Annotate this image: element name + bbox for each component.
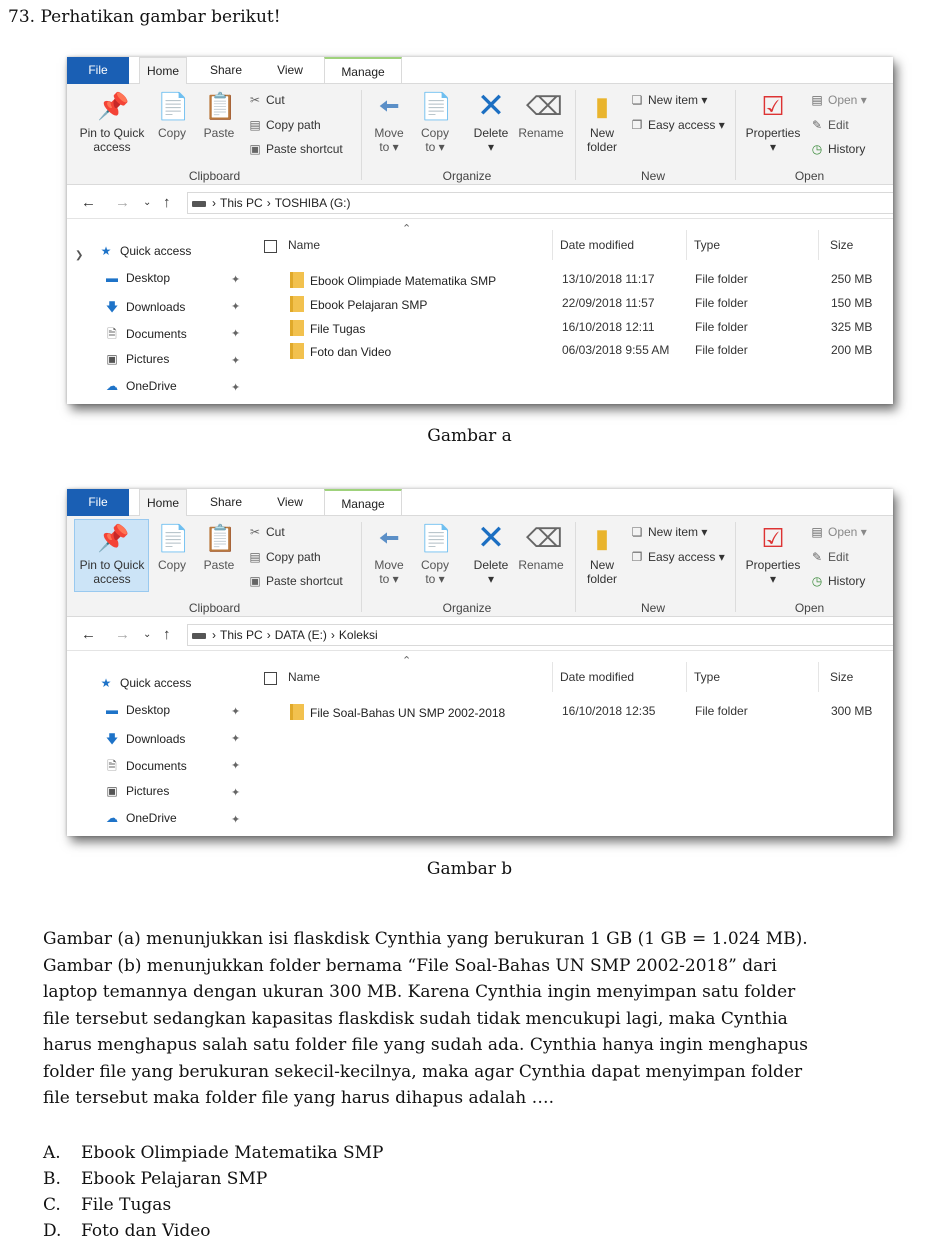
ribbon-tabs (67, 57, 893, 84)
properties-label: Properties (745, 558, 801, 572)
explorer-window-a (67, 57, 893, 404)
history-button[interactable] (809, 574, 865, 588)
drive-icon (192, 201, 206, 207)
table-row[interactable] (250, 293, 893, 315)
cut-label: Cut (266, 525, 285, 539)
select-all-checkbox[interactable] (264, 672, 277, 685)
navigation-pane (67, 652, 250, 836)
properties-label: Properties (745, 126, 801, 140)
history-icon: ◷ (811, 142, 823, 156)
copy-path-button[interactable] (247, 550, 321, 564)
breadcrumb-item[interactable]: TOSHIBA (G:) (274, 196, 351, 210)
move-label-2: to (379, 140, 390, 154)
pin-to-quick-access-button[interactable] (75, 90, 149, 154)
new-folder-label-2: folder (586, 572, 618, 586)
ribbon-separator (575, 522, 576, 612)
tab-manage[interactable]: Manage (324, 489, 402, 517)
ribbon-separator (361, 522, 362, 612)
breadcrumb: › This PC › TOSHIBA (G:) (212, 196, 351, 210)
file-list (250, 220, 893, 404)
copy-icon: 📄 (157, 91, 190, 121)
file-type: File folder (695, 320, 748, 334)
pin-icon: ✦ (231, 706, 241, 718)
rename-icon: ⌫ (526, 523, 563, 553)
folder-icon (290, 343, 304, 359)
pin-icon: ✦ (231, 355, 241, 367)
file-name (290, 296, 427, 312)
copy-label: Copy (157, 126, 186, 140)
paste-shortcut-label: Paste shortcut (266, 142, 343, 156)
caption-a: Gambar a (427, 426, 512, 446)
nav-quick-access-label: Quick access (120, 676, 192, 690)
chevron-down-icon[interactable]: ❯ (75, 250, 84, 261)
pin-icon: ✦ (231, 733, 241, 745)
nav-quick-access-label: Quick access (120, 244, 192, 258)
column-header-name[interactable]: Name (288, 238, 321, 252)
table-row[interactable] (250, 269, 893, 291)
option-letter: C. (43, 1195, 61, 1215)
file-size: 150 MB (831, 296, 873, 310)
pin-icon: ✦ (231, 760, 241, 772)
ribbon-separator (361, 90, 362, 180)
sort-up-icon: ⌃ (402, 223, 412, 235)
file-date: 16/10/2018 12:11 (562, 320, 655, 334)
ribbon-separator (735, 90, 736, 180)
download-arrow-icon: 🡇 (105, 732, 119, 746)
file-type: File folder (695, 343, 748, 357)
delete-x-icon: ✕ (476, 87, 506, 125)
move-label: Move (374, 558, 404, 572)
open-label: Open (828, 525, 858, 539)
group-label-clipboard: Clipboard (188, 601, 241, 615)
forward-arrow-icon[interactable]: → (115, 194, 130, 211)
file-date: 13/10/2018 11:17 (562, 272, 655, 286)
file-size: 325 MB (831, 320, 873, 334)
copy-to-label: Copy (420, 558, 449, 572)
column-separator[interactable] (818, 230, 819, 260)
pin-icon: 📌 (97, 523, 130, 553)
file-type: File folder (695, 296, 748, 310)
move-to-icon: 🠨 (378, 523, 400, 553)
paste-shortcut-label: Paste shortcut (266, 574, 343, 588)
delete-button[interactable]: ✕ Delete ▾ (473, 519, 509, 586)
paste-shortcut-icon: ▣ (249, 574, 261, 588)
folder-icon: ▮ (594, 91, 610, 121)
file-name (290, 272, 496, 288)
easy-access-icon: ❐ (631, 550, 643, 564)
new-item-button[interactable]: ❏ New item ▾ (629, 93, 707, 107)
pin-label-1: Pin to Quick (79, 558, 145, 572)
clipboard-icon: 📋 (204, 91, 237, 121)
recent-chevron-icon[interactable]: ⌄ (143, 197, 152, 208)
question-title (8, 7, 281, 27)
tab-view[interactable]: View (277, 63, 303, 77)
nav-onedrive-label: OneDrive (126, 811, 177, 825)
copy-to-label: Copy (420, 126, 449, 140)
column-separator[interactable] (686, 230, 687, 260)
file-name-text: Foto dan Video (310, 345, 392, 359)
nav-desktop[interactable] (103, 271, 170, 285)
tab-file[interactable]: File (67, 57, 129, 84)
easy-access-label: Easy access (648, 118, 716, 132)
paragraph-line: laptop temannya dengan ukuran 300 MB. Karena Cynthia ingin menyimpan satu folder (43, 982, 796, 1002)
copy-to-icon: 📄 (420, 523, 453, 553)
group-label-new: New (640, 169, 665, 183)
tab-manage[interactable]: Manage (324, 57, 402, 85)
option-letter: B. (43, 1169, 61, 1189)
rename-button[interactable] (517, 522, 565, 572)
nav-quick-access[interactable] (97, 676, 191, 690)
select-all-checkbox[interactable] (264, 240, 277, 253)
move-to-button[interactable]: 🠨 Move to ▾ (374, 91, 404, 154)
column-separator[interactable] (552, 662, 553, 692)
properties-button[interactable]: ☑ Properties ▾ (745, 523, 801, 586)
option-text: Foto dan Video (81, 1221, 211, 1241)
column-header-type[interactable]: Type (694, 670, 721, 684)
nav-downloads-label: Downloads (126, 300, 186, 314)
ribbon (67, 516, 893, 617)
folder-icon (290, 320, 304, 336)
paste-shortcut-button[interactable] (247, 574, 343, 588)
up-arrow-icon[interactable]: ↑ (163, 626, 171, 643)
ribbon-separator (735, 522, 736, 612)
option-letter: D. (43, 1221, 62, 1241)
pin-icon: ✦ (231, 301, 241, 313)
new-item-button[interactable]: ❏ New item ▾ (629, 525, 707, 539)
delete-label: Delete (473, 558, 509, 572)
nav-pictures-label: Pictures (126, 784, 170, 798)
copy-to-label-2: to (425, 140, 436, 154)
download-arrow-icon: 🡇 (105, 300, 119, 314)
paste-button[interactable] (199, 522, 239, 572)
paragraph-line: folder file yang berukuran sekecil-kecilnya, maka agar Cynthia dapat menyimpan folder (43, 1061, 803, 1082)
move-to-icon: 🠨 (378, 91, 400, 121)
navigation-pane (67, 220, 250, 404)
pin-label-2: access (93, 572, 131, 586)
column-separator[interactable] (686, 662, 687, 692)
group-label-open: Open (794, 601, 825, 615)
address-bar[interactable] (187, 624, 893, 646)
nav-desktop-label: Desktop (126, 271, 171, 285)
tab-file[interactable]: File (67, 489, 129, 516)
rename-label: Rename (518, 126, 564, 140)
answer-options (43, 1140, 384, 1244)
folder-icon (290, 296, 304, 312)
file-name-text: Ebook Olimpiade Matematika SMP (310, 274, 497, 288)
group-label-organize: Organize (442, 601, 492, 615)
nav-onedrive-label: OneDrive (126, 379, 177, 393)
paste-label: Paste (203, 558, 235, 572)
easy-access-button[interactable]: ❐ Easy access ▾ (629, 118, 725, 132)
copy-button[interactable] (153, 90, 191, 140)
option-a[interactable] (43, 1140, 384, 1166)
option-b[interactable] (43, 1166, 384, 1192)
copy-button[interactable] (153, 522, 191, 572)
recent-chevron-icon[interactable]: ⌄ (143, 629, 152, 640)
properties-check-icon: ☑ (761, 91, 785, 121)
document-icon: 🗎 (107, 759, 117, 773)
nav-onedrive[interactable] (103, 811, 177, 825)
file-name-text: File Soal-Bahas UN SMP 2002-2018 (310, 706, 506, 720)
option-text: Ebook Pelajaran SMP (81, 1169, 268, 1189)
copy-path-icon: ▤ (249, 550, 261, 564)
column-header-size[interactable]: Size (830, 238, 854, 252)
address-row (67, 618, 893, 651)
new-folder-label-2: folder (586, 140, 618, 154)
file-size: 250 MB (831, 272, 873, 286)
column-header-date[interactable]: Date modified (560, 238, 635, 252)
column-header-date[interactable]: Date modified (560, 670, 635, 684)
copy-path-label: Copy path (266, 550, 321, 564)
file-name (290, 704, 505, 720)
address-bar[interactable] (187, 192, 893, 214)
ribbon-separator (575, 90, 576, 180)
cloud-icon: ☁ (106, 811, 118, 825)
file-size: 200 MB (831, 343, 873, 357)
new-folder-label-1: New (589, 558, 614, 572)
tab-share[interactable]: Share (209, 495, 243, 509)
file-name (290, 343, 391, 359)
open-icon: ▤ (811, 93, 823, 107)
edit-icon: ✎ (811, 118, 823, 132)
delete-button[interactable]: ✕ Delete ▾ (473, 87, 509, 154)
paste-label: Paste (203, 126, 235, 140)
file-type: File folder (695, 272, 748, 286)
pictures-icon: ▣ (106, 784, 118, 798)
nav-downloads-label: Downloads (126, 732, 186, 746)
cloud-icon: ☁ (106, 379, 118, 393)
cut-button[interactable] (247, 93, 285, 107)
file-size: 300 MB (831, 704, 873, 718)
forward-arrow-icon[interactable]: → (115, 626, 130, 643)
open-label: Open (828, 93, 858, 107)
pin-to-quick-access-button[interactable] (75, 522, 149, 586)
desktop-icon: ▬ (106, 271, 118, 285)
pin-label-1: Pin to Quick (79, 126, 145, 140)
folder-icon: ▮ (594, 523, 610, 553)
file-name-text: Ebook Pelajaran SMP (310, 298, 428, 312)
address-row (67, 186, 893, 219)
file-date: 22/09/2018 11:57 (562, 296, 655, 310)
column-header-name[interactable]: Name (288, 670, 321, 684)
folder-icon (290, 272, 304, 288)
back-arrow-icon[interactable]: ← (81, 626, 96, 643)
nav-onedrive[interactable] (103, 379, 177, 393)
column-header-size[interactable]: Size (830, 670, 854, 684)
copy-to-button[interactable]: 📄 Copy to ▾ (420, 523, 453, 586)
history-label: History (828, 142, 866, 156)
question-number: 73. (8, 7, 36, 27)
pictures-icon: ▣ (106, 352, 118, 366)
properties-button[interactable]: ☑ Properties ▾ (745, 91, 801, 154)
nav-downloads[interactable] (103, 730, 185, 751)
easy-access-label: Easy access (648, 550, 716, 564)
nav-documents[interactable] (103, 325, 187, 346)
pin-icon: ✦ (231, 382, 241, 394)
new-item-icon: ❏ (631, 93, 643, 107)
nav-documents[interactable] (103, 757, 187, 778)
edit-button[interactable] (809, 550, 849, 564)
breadcrumb: › This PC › DATA (E:) › Koleksi (212, 628, 378, 642)
nav-quick-access[interactable] (97, 244, 191, 258)
copy-path-label: Copy path (266, 118, 321, 132)
scissors-icon: ✂ (249, 525, 261, 539)
tab-home[interactable]: Home (139, 489, 187, 517)
paste-shortcut-icon: ▣ (249, 142, 261, 156)
new-item-label: New item (648, 525, 699, 539)
paragraph-line: harus menghapus salah satu folder file yang sudah ada. Cynthia hanya ingin menghapus (43, 1035, 809, 1055)
paste-shortcut-button[interactable] (247, 142, 343, 156)
option-d[interactable] (43, 1218, 384, 1244)
open-button[interactable]: ▤ Open ▾ (809, 93, 867, 107)
copy-to-button[interactable]: 📄 Copy to ▾ (420, 91, 453, 154)
question-paragraph (43, 926, 923, 1112)
column-separator[interactable] (818, 662, 819, 692)
table-row[interactable] (250, 340, 893, 362)
rename-label: Rename (518, 558, 564, 572)
folder-icon (290, 704, 304, 720)
table-row[interactable] (250, 701, 893, 723)
up-arrow-icon[interactable]: ↑ (163, 194, 171, 211)
ribbon (67, 84, 893, 185)
delete-label: Delete (473, 126, 509, 140)
file-date: 06/03/2018 9:55 AM (562, 343, 670, 357)
column-header-type[interactable]: Type (694, 238, 721, 252)
copy-icon: 📄 (157, 523, 190, 553)
file-type: File folder (695, 704, 748, 718)
group-label-organize: Organize (442, 169, 492, 183)
edit-label: Edit (828, 550, 849, 564)
table-row[interactable] (250, 317, 893, 339)
new-item-icon: ❏ (631, 525, 643, 539)
question-prompt: Perhatikan gambar berikut! (40, 7, 281, 27)
history-button[interactable] (809, 142, 865, 156)
nav-desktop[interactable] (103, 703, 170, 717)
back-arrow-icon[interactable]: ← (81, 194, 96, 211)
edit-icon: ✎ (811, 550, 823, 564)
option-text: Ebook Olimpiade Matematika SMP (81, 1143, 384, 1163)
new-folder-button[interactable] (579, 522, 625, 586)
nav-pictures[interactable] (103, 784, 169, 798)
paragraph-line: Gambar (a) menunjukkan isi flaskdisk Cynthia yang berukuran 1 GB (1 GB = 1.024 MB). (43, 929, 808, 949)
option-text: File Tugas (81, 1195, 172, 1215)
copy-label: Copy (157, 558, 186, 572)
history-icon: ◷ (811, 574, 823, 588)
pin-label-2: access (93, 140, 131, 154)
column-separator[interactable] (552, 230, 553, 260)
paragraph-line: Gambar (b) menunjukkan folder bernama “File Soal-Bahas UN SMP 2002-2018” dari (43, 955, 777, 976)
breadcrumb-item[interactable]: This PC (220, 628, 263, 642)
desktop-icon: ▬ (106, 703, 118, 717)
star-icon: ★ (100, 244, 112, 258)
group-label-open: Open (794, 169, 825, 183)
option-letter: A. (43, 1143, 61, 1163)
sort-up-icon: ⌃ (402, 655, 412, 667)
group-label-clipboard: Clipboard (188, 169, 241, 183)
open-button[interactable]: ▤ Open ▾ (809, 525, 867, 539)
ribbon-tabs (67, 489, 893, 516)
cut-button[interactable] (247, 525, 285, 539)
delete-x-icon: ✕ (476, 519, 506, 557)
explorer-window-b (67, 489, 893, 836)
cut-label: Cut (266, 93, 285, 107)
file-name (290, 320, 365, 336)
caption-b: Gambar b (426, 859, 513, 879)
breadcrumb-item[interactable]: This PC (220, 196, 263, 210)
option-c[interactable] (43, 1192, 384, 1218)
easy-access-icon: ❐ (631, 118, 643, 132)
paragraph-line: file tersebut sedangkan kapasitas flaskdisk sudah tidak mencukupi lagi, maka Cynthia (43, 1008, 788, 1029)
copy-to-icon: 📄 (420, 91, 453, 121)
pin-icon: ✦ (231, 814, 241, 826)
breadcrumb-item[interactable]: DATA (E:) (274, 628, 327, 642)
move-label-2: to (379, 572, 390, 586)
nav-downloads[interactable] (103, 298, 185, 319)
tab-view[interactable]: View (277, 495, 303, 509)
tab-share[interactable]: Share (209, 63, 243, 77)
copy-to-label-2: to (425, 572, 436, 586)
breadcrumb-item[interactable]: Koleksi (338, 628, 378, 642)
rename-icon: ⌫ (526, 91, 563, 121)
nav-desktop-label: Desktop (126, 703, 171, 717)
file-date: 16/10/2018 12:35 (562, 704, 656, 718)
tab-home[interactable]: Home (139, 57, 187, 85)
easy-access-button[interactable]: ❐ Easy access ▾ (629, 550, 725, 564)
paste-button[interactable] (199, 90, 239, 140)
open-icon: ▤ (811, 525, 823, 539)
clipboard-icon: 📋 (204, 523, 237, 553)
move-to-button[interactable]: 🠨 Move to ▾ (374, 523, 404, 586)
file-name-text: File Tugas (310, 322, 366, 336)
edit-button[interactable] (809, 118, 849, 132)
nav-pictures[interactable] (103, 352, 169, 366)
drive-icon (192, 633, 206, 639)
pin-icon: 📌 (97, 91, 130, 121)
group-label-new: New (640, 601, 665, 615)
move-label: Move (374, 126, 404, 140)
pin-icon: ✦ (231, 328, 241, 340)
star-icon: ★ (100, 676, 112, 690)
pin-icon: ✦ (231, 274, 241, 286)
nav-documents-label: Documents (126, 327, 187, 341)
copy-path-icon: ▤ (249, 118, 261, 132)
pin-icon: ✦ (231, 787, 241, 799)
rename-button[interactable] (517, 90, 565, 140)
new-item-label: New item (648, 93, 699, 107)
new-folder-label-1: New (589, 126, 614, 140)
new-folder-button[interactable] (579, 90, 625, 154)
paragraph-line: file tersebut maka folder file yang harus dihapus adalah …. (43, 1088, 554, 1108)
properties-check-icon: ☑ (761, 523, 785, 553)
nav-documents-label: Documents (126, 759, 187, 773)
history-label: History (828, 574, 866, 588)
scissors-icon: ✂ (249, 93, 261, 107)
edit-label: Edit (828, 118, 849, 132)
copy-path-button[interactable] (247, 118, 321, 132)
nav-pictures-label: Pictures (126, 352, 170, 366)
document-icon: 🗎 (107, 327, 117, 341)
file-list (250, 652, 893, 836)
